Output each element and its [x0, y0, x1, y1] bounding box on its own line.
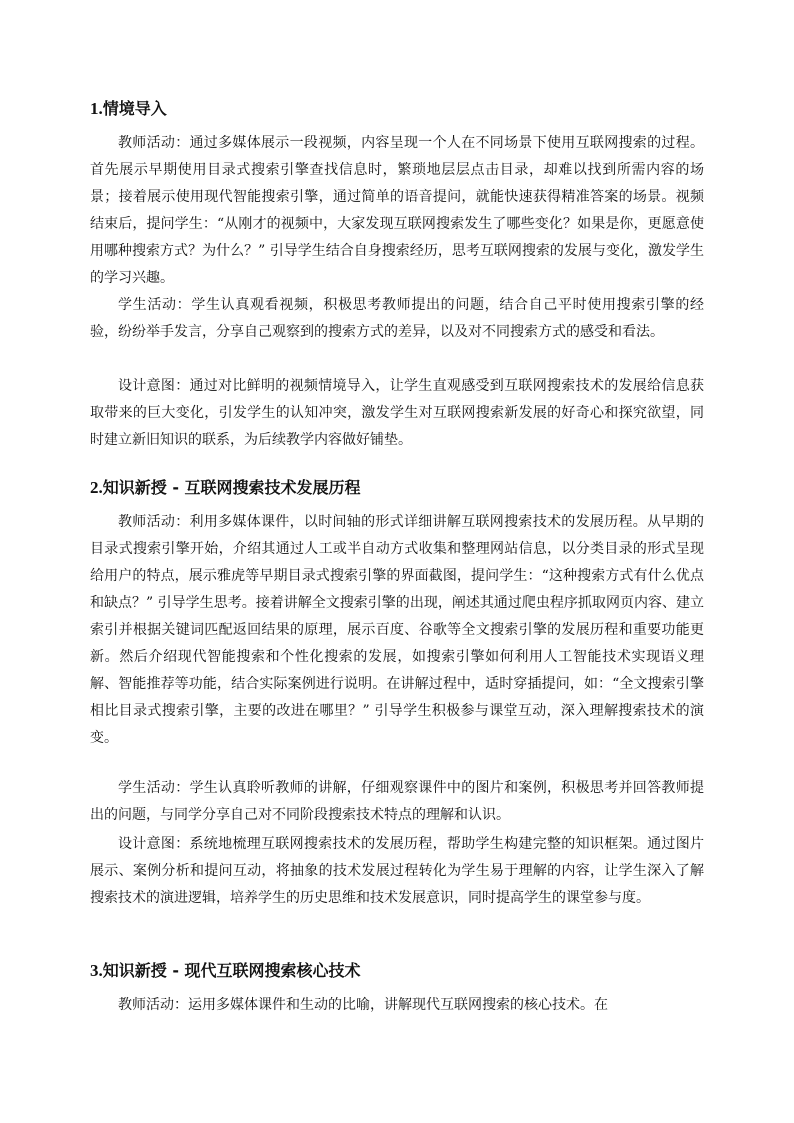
paragraph-teacher-activity: 教师活动：利用多媒体课件，以时间轴的形式详细讲解互联网搜索技术的发展历程。从早期的目录式搜索引擎开始，介绍其通过人工或半自动方式收集和整理网站信息，以分类目录的形式呈现给用户的特点，展示雅虎等早期目录式搜索引擎的界面截图，提问学生：“这种搜索方式有什么优点和缺点？” 引导学生思考。接着讲解全文搜索引擎的出现，阐述其通过爬虫程序抓取网页内容、建立索引并根据关键词匹配返回结果的原理，展示百度、谷歌等全文搜索引擎的发展历程和重要功能更新。然后介绍现代智能搜索和个性化搜索的发展，如搜索引擎如何利用人工智能技术实现语义理解、智能推荐等功能，结合实际案例进行说明。在讲解过程中，适时穿插提问，如：“全文搜索引擎相比目录式搜索引擎，主要的改进在哪里？” 引导学生积极参与课堂互动，深入理解搜索技术的演变。: [90, 514, 704, 746]
paragraph-teacher-activity: 教师活动：通过多媒体展示一段视频，内容呈现一个人在不同场景下使用互联网搜索的过程。首先展示早期使用目录式搜索引擎查找信息时，繁琐地层层点击目录，却难以找到所需内容的场景；接着展示使用现代智能搜索引擎，通过简单的语音提问，就能快速获得精准答案的场景。视频结束后，提问学生：“从刚才的视频中，大家发现互联网搜索发生了哪些变化？如果是你，更愿意使用哪种搜索方式？为什么？” 引导学生结合自身搜索经历，思考互联网搜索的发展与变化，激发学生的学习兴趣。: [90, 135, 704, 286]
section-heading-3: [90, 960, 704, 982]
section-title: 知识新授 - 现代互联网搜索核心技术: [102, 961, 361, 980]
section-heading-1: [90, 98, 704, 120]
paragraph-student-activity: 学生活动：学生认真观看视频，积极思考教师提出的问题，结合自己平时使用搜索引擎的经验，纷纷举手发言，分享自己观察到的搜索方式的差异，以及对不同搜索方式的感受和看法。: [90, 297, 704, 340]
section-number: 2.: [90, 478, 103, 497]
paragraph-student-activity: 学生活动：学生认真聆听教师的讲解，仔细观察课件中的图片和案例，积极思考并回答教师提出的问题，与同学分享自己对不同阶段搜索技术特点的理解和认识。: [90, 780, 704, 823]
paragraph-design-intent: 设计意图：通过对比鲜明的视频情境导入，让学生直观感受到互联网搜索技术的发展给信息获取带来的巨大变化，引发学生的认知冲突，激发学生对互联网搜索新发展的好奇心和探究欲望，同时建立新旧知识的联系，为后续教学内容做好铺垫。: [90, 378, 704, 448]
paragraph-design-intent: 设计意图：系统地梳理互联网搜索技术的发展历程，帮助学生构建完整的知识框架。通过图片展示、案例分析和提问互动，将抽象的技术发展过程转化为学生易于理解的内容，让学生深入了解搜索技术的演进逻辑，培养学生的历史思维和技术发展意识，同时提高学生的课堂参与度。: [90, 836, 704, 906]
section-title: 情境导入: [102, 99, 167, 118]
section-title: 知识新授 - 互联网搜索技术发展历程: [102, 478, 361, 497]
section-number: 3.: [90, 961, 103, 980]
section-number: 1.: [90, 99, 103, 118]
section-heading-2: [90, 477, 704, 499]
paragraph-teacher-activity: 教师活动：运用多媒体课件和生动的比喻，讲解现代互联网搜索的核心技术。在: [118, 997, 608, 1013]
